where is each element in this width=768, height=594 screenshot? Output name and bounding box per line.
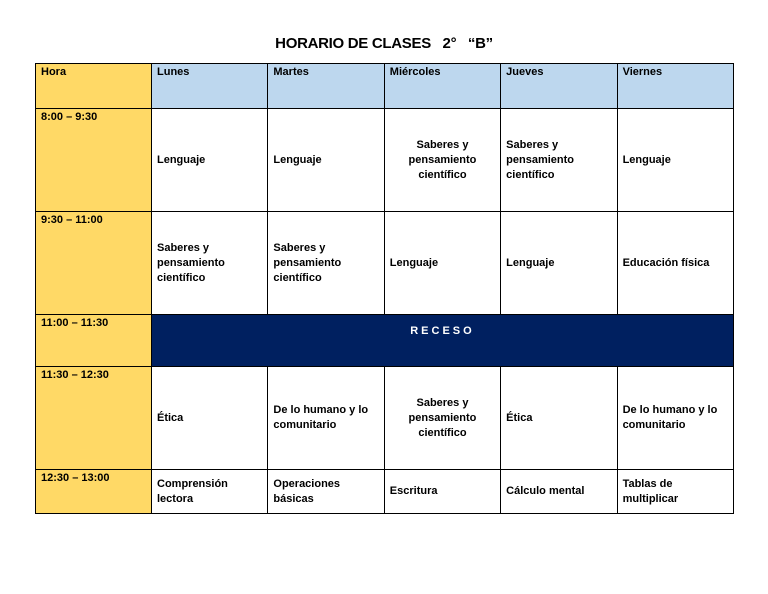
- class-cell: Lenguaje: [152, 109, 268, 212]
- header-day-jueves: Jueves: [501, 64, 617, 109]
- class-cell: Cálculo mental: [501, 470, 617, 514]
- table-row: [36, 315, 734, 367]
- class-cell: Lenguaje: [617, 109, 733, 212]
- time-slot: 12:30 – 13:00: [36, 470, 152, 514]
- class-cell: Escritura: [384, 470, 500, 514]
- class-cell: Saberes y pensamiento científico: [384, 367, 500, 470]
- class-cell: Educación física: [617, 212, 733, 315]
- recess-band: RECESO: [152, 315, 734, 367]
- class-cell: Ética: [152, 367, 268, 470]
- time-slot: 11:00 – 11:30: [36, 315, 152, 367]
- table-row: [36, 470, 734, 514]
- class-cell: Lenguaje: [268, 109, 384, 212]
- class-cell: Saberes y pensamiento científico: [152, 212, 268, 315]
- class-cell: Saberes y pensamiento científico: [501, 109, 617, 212]
- time-slot: 11:30 – 12:30: [36, 367, 152, 470]
- class-cell: Tablas de multiplicar: [617, 470, 733, 514]
- table-row: [36, 367, 734, 470]
- header-day-miercoles: Miércoles: [384, 64, 500, 109]
- schedule-title: HORARIO DE CLASES 2° “B”: [275, 35, 493, 52]
- time-slot: 8:00 – 9:30: [36, 109, 152, 212]
- table-row: [36, 109, 734, 212]
- class-cell: Saberes y pensamiento científico: [384, 109, 500, 212]
- class-cell: Ética: [501, 367, 617, 470]
- header-day-martes: Martes: [268, 64, 384, 109]
- header-day-lunes: Lunes: [152, 64, 268, 109]
- class-cell: Comprensión lectora: [152, 470, 268, 514]
- header-row: [36, 64, 734, 109]
- class-cell: Lenguaje: [501, 212, 617, 315]
- header-hour: Hora: [36, 64, 152, 109]
- class-cell: Lenguaje: [384, 212, 500, 315]
- time-slot: 9:30 – 11:00: [36, 212, 152, 315]
- class-cell: Saberes y pensamiento científico: [268, 212, 384, 315]
- class-cell: De lo humano y lo comunitario: [617, 367, 733, 470]
- table-row: [36, 212, 734, 315]
- header-day-viernes: Viernes: [617, 64, 733, 109]
- class-cell: Operaciones básicas: [268, 470, 384, 514]
- class-cell: De lo humano y lo comunitario: [268, 367, 384, 470]
- schedule-table: [35, 63, 734, 514]
